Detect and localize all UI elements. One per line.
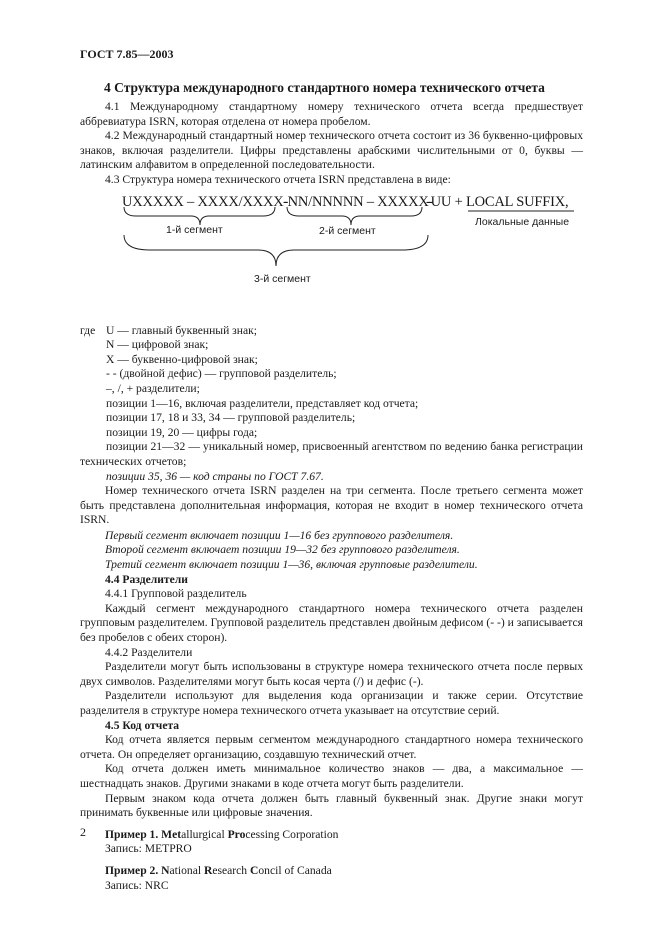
segment-note-2: Второй сегмент включает позиции 19—32 без группового разделителя. [105,543,460,557]
isrn-structure-diagram [80,188,583,321]
definition-item-long: позиции 21—32 — уникальный номер, присвоенный агентством по ведению банка регистрации технических отчетов; [80,440,583,468]
formula-part-1: UXXXXX – XXXX/XXXX- [122,193,289,210]
definition-where: где [80,323,96,337]
section-title: 4 Структура международного стандартного номера технического отчета [104,80,545,95]
example-1-name: Metallurgical Processing Corporation [161,827,339,841]
paragraph-segments: Номер технического отчета ISRN разделен на три сегмента. После третьего сегмента может быть представлена дополнительная информация, которая не входит в номер технического отчета ISRN. [80,484,583,527]
example-2 [80,864,583,879]
example-1-record: Запись: METPRO [105,842,192,856]
example-2-record: Запись: NRC [105,878,169,892]
definition-item: U — главный буквенный знак; [106,323,257,337]
definition-item: –, /, + разделители; [106,381,200,395]
definition-item: N — цифровой знак; [106,338,209,352]
definition-item: позиции 17, 18 и 33, 34 — групповой разделитель; [106,411,356,425]
segment-notes [105,529,583,573]
paragraph-4-3: 4.3 Структура номера технического отчета ISRN представлена в виде: [105,172,451,186]
definition-item-country: позиции 35, 36 — код страны по ГОСТ 7.67. [106,469,324,483]
formula-part-3: -UU + LOCAL SUFFIX, [426,193,569,210]
paragraph-4-2: 4.2 Международный стандартный номер технического отчета состоит из 36 буквенно-цифровых знаков, включая разделители. Цифры представлены арабскими числительными от 0, буквы — латинским алфавитом в определенной последовательности. [80,129,583,172]
section-4-5-text-3: Первым знаком кода отчета должен быть главный буквенный знак. Другие знаки могут принимать буквенные или цифровые значения. [80,791,583,820]
example-1 [80,828,583,843]
segment-note-3: Третий сегмент включает позиции 1—36, включая групповые разделители. [105,558,478,572]
segment-2-label: 2-й сегмент [319,224,376,237]
segment-1-label: 1-й сегмент [166,223,223,236]
document-body [80,100,583,893]
definition-item: - - (двойной дефис) — групповой разделитель; [106,367,337,381]
definition-item: позиции 19, 20 — цифры года; [106,425,258,439]
definition-list [80,324,583,485]
brace-segment-2 [287,207,422,225]
page-number: 2 [80,825,86,839]
document-header: ГОСТ 7.85—2003 [80,47,174,61]
example-2-label: Пример 2. [105,863,159,877]
section-4-4-1-text: Каждый сегмент международного стандартного номера технического отчета разделен групповым разделителем. Групповой разделитель представлен двойным дефисом (- -) и записывается без пробелов с обеих сторон). [80,601,583,645]
paragraph-4-1: 4.1 Международному стандартному номеру технического отчета всегда предшествует аббревиатура ISRN, которая отделена от номера пробелом. [80,100,583,128]
section-4-4-title: 4.4 Разделители [105,572,188,586]
section-4-4-2-title: 4.4.2 Разделители [105,645,193,659]
example-2-name: National Research Concil of Canada [161,863,332,877]
section-4-5-title: 4.5 Код отчета [105,718,180,732]
definition-item: X — буквенно-цифровой знак; [106,352,258,366]
section-4-5-text-2: Код отчета должен иметь минимальное количество знаков — два, а максимальное — шестнадцать знаков. Другими знаками в коде отчета могут быть разделители. [80,762,583,790]
section-4-4-1-title: 4.4.1 Групповой разделитель [105,587,247,601]
definition-item: позиции 1—16, включая разделители, представляет код отчета; [106,396,419,410]
segment-braces [80,188,583,321]
section-4-5-text-1: Код отчета является первым сегментом международного стандартного номера технического отчета. Он определяет организацию, создавшую технический отчет. [80,733,583,761]
example-1-label: Пример 1. [105,827,159,841]
segment-3-label: 3-й сегмент [254,272,311,285]
local-data-label: Локальные данные [475,215,570,228]
segment-note-1: Первый сегмент включает позиции 1—16 без группового разделителя. [105,528,454,542]
brace-segment-3 [124,235,428,266]
section-4-4-2-text-2: Разделители используют для выделения кода организации и также серии. Отсутствие разделителя в структуре номера технического отчета указывает на отсутствие серий. [80,689,583,717]
section-4-4-2-text-1: Разделители могут быть использованы в структуре номера технического отчета после первых двух символов. Разделителями могут быть косая черта (/) и дефис (-). [80,660,583,688]
formula-part-2: -NN/NNNNN – XXXXX- [283,193,434,210]
